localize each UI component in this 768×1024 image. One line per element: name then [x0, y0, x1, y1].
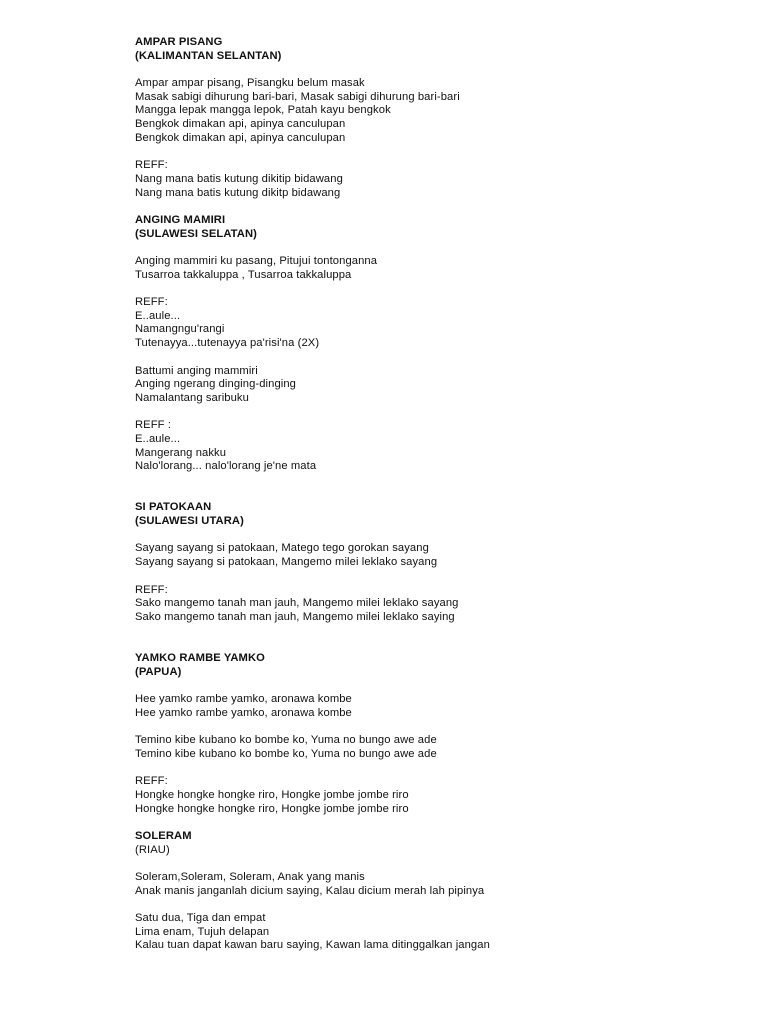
song-yamko-rambe-yamko [135, 652, 735, 830]
lyric-line: Kalau tuan dapat kawan baru saying, Kawan lama ditinggalkan jangan [135, 939, 490, 952]
reff-label: REFF: [135, 296, 168, 309]
lyric-line: Ampar ampar pisang, Pisangku belum masak [135, 77, 365, 90]
song-si-patokaan [135, 501, 735, 652]
lyric-line: Sako mangemo tanah man jauh, Mangemo milei leklako saying [135, 610, 455, 623]
lyric-line: Bengkok dimakan api, apinya canculupan [135, 118, 346, 131]
reff-label: REFF: [135, 775, 168, 788]
lyric-line: Namalantang saribuku [135, 391, 249, 404]
lyric-line: Battumi anging mammiri [135, 364, 258, 377]
lyric-line: Mangga lepak mangga lepok, Patah kayu bengkok [135, 104, 391, 117]
lyric-line: Lima enam, Tujuh delapan [135, 925, 270, 938]
song-ampar-pisang [135, 36, 735, 214]
lyric-line: Hongke hongke hongke riro, Hongke jombe jombe riro [135, 802, 409, 815]
song-title: SOLERAM [135, 829, 192, 842]
song-anging-mamiri [135, 214, 735, 501]
lyric-line: Hee yamko rambe yamko, aronawa kombe [135, 693, 352, 706]
lyric-line: Satu dua, Tiga dan empat [135, 912, 266, 925]
lyric-line: Mangerang nakku [135, 446, 227, 459]
reff-label: REFF: [135, 583, 168, 596]
lyric-line: Namangngu'rangi [135, 323, 225, 336]
lyric-line: Anging ngerang dinging-dinging [135, 378, 296, 391]
lyric-line: Hee yamko rambe yamko, aronawa kombe [135, 706, 352, 719]
lyric-line: Hongke hongke hongke riro, Hongke jombe jombe riro [135, 788, 409, 801]
lyric-line: Tutenayya...tutenayya pa'risi'na (2X) [135, 337, 320, 350]
song-region: (KALIMANTAN SELANTAN) [135, 49, 282, 62]
lyric-line: Temino kibe kubano ko bombe ko, Yuma no bungo awe ade [135, 734, 437, 747]
song-region: (RIAU) [135, 843, 170, 856]
lyric-line: E..aule... [135, 432, 181, 445]
lyric-line: Sayang sayang si patokaan, Mangemo milei leklako sayang [135, 556, 438, 569]
reff-label: REFF : [135, 419, 172, 432]
lyric-line: Sayang sayang si patokaan, Matego tego gorokan sayang [135, 542, 429, 555]
lyric-line: Temino kibe kubano ko bombe ko, Yuma no bungo awe ade [135, 747, 437, 760]
song-region: (PAPUA) [135, 665, 182, 678]
song-soleram [135, 830, 735, 953]
reff-label: REFF: [135, 159, 168, 172]
song-region: (SULAWESI UTARA) [135, 515, 244, 528]
lyric-line: Anging mammiri ku pasang, Pitujui tontonganna [135, 255, 378, 267]
lyric-line: E..aule... [135, 309, 181, 322]
song-title: SI PATOKAAN [135, 501, 212, 514]
lyric-line: Nang mana batis kutung dikitp bidawang [135, 186, 341, 199]
song-title: ANGING MAMIRI [135, 213, 226, 226]
lyric-line: Soleram,Soleram, Soleram, Anak yang manis [135, 870, 365, 883]
song-title: AMPAR PISANG [135, 36, 223, 48]
lyric-line: Sako mangemo tanah man jauh, Mangemo milei leklako sayang [135, 597, 459, 610]
lyric-line: Tusarroa takkaluppa , Tusarroa takkaluppa [135, 268, 352, 281]
song-region: (SULAWESI SELATAN) [135, 227, 257, 240]
lyric-line: Nalo'lorang... nalo'lorang je'ne mata [135, 460, 317, 473]
lyric-line: Masak sabigi dihurung bari-bari, Masak sabigi dihurung bari-bari [135, 90, 460, 103]
lyric-line: Nang mana batis kutung dikitip bidawang [135, 172, 343, 185]
song-title: YAMKO RAMBE YAMKO [135, 651, 265, 664]
lyric-line: Anak manis janganlah dicium saying, Kalau dicium merah lah pipinya [135, 884, 485, 897]
lyric-line: Bengkok dimakan api, apinya canculupan [135, 131, 346, 144]
lyrics-document [135, 36, 735, 953]
